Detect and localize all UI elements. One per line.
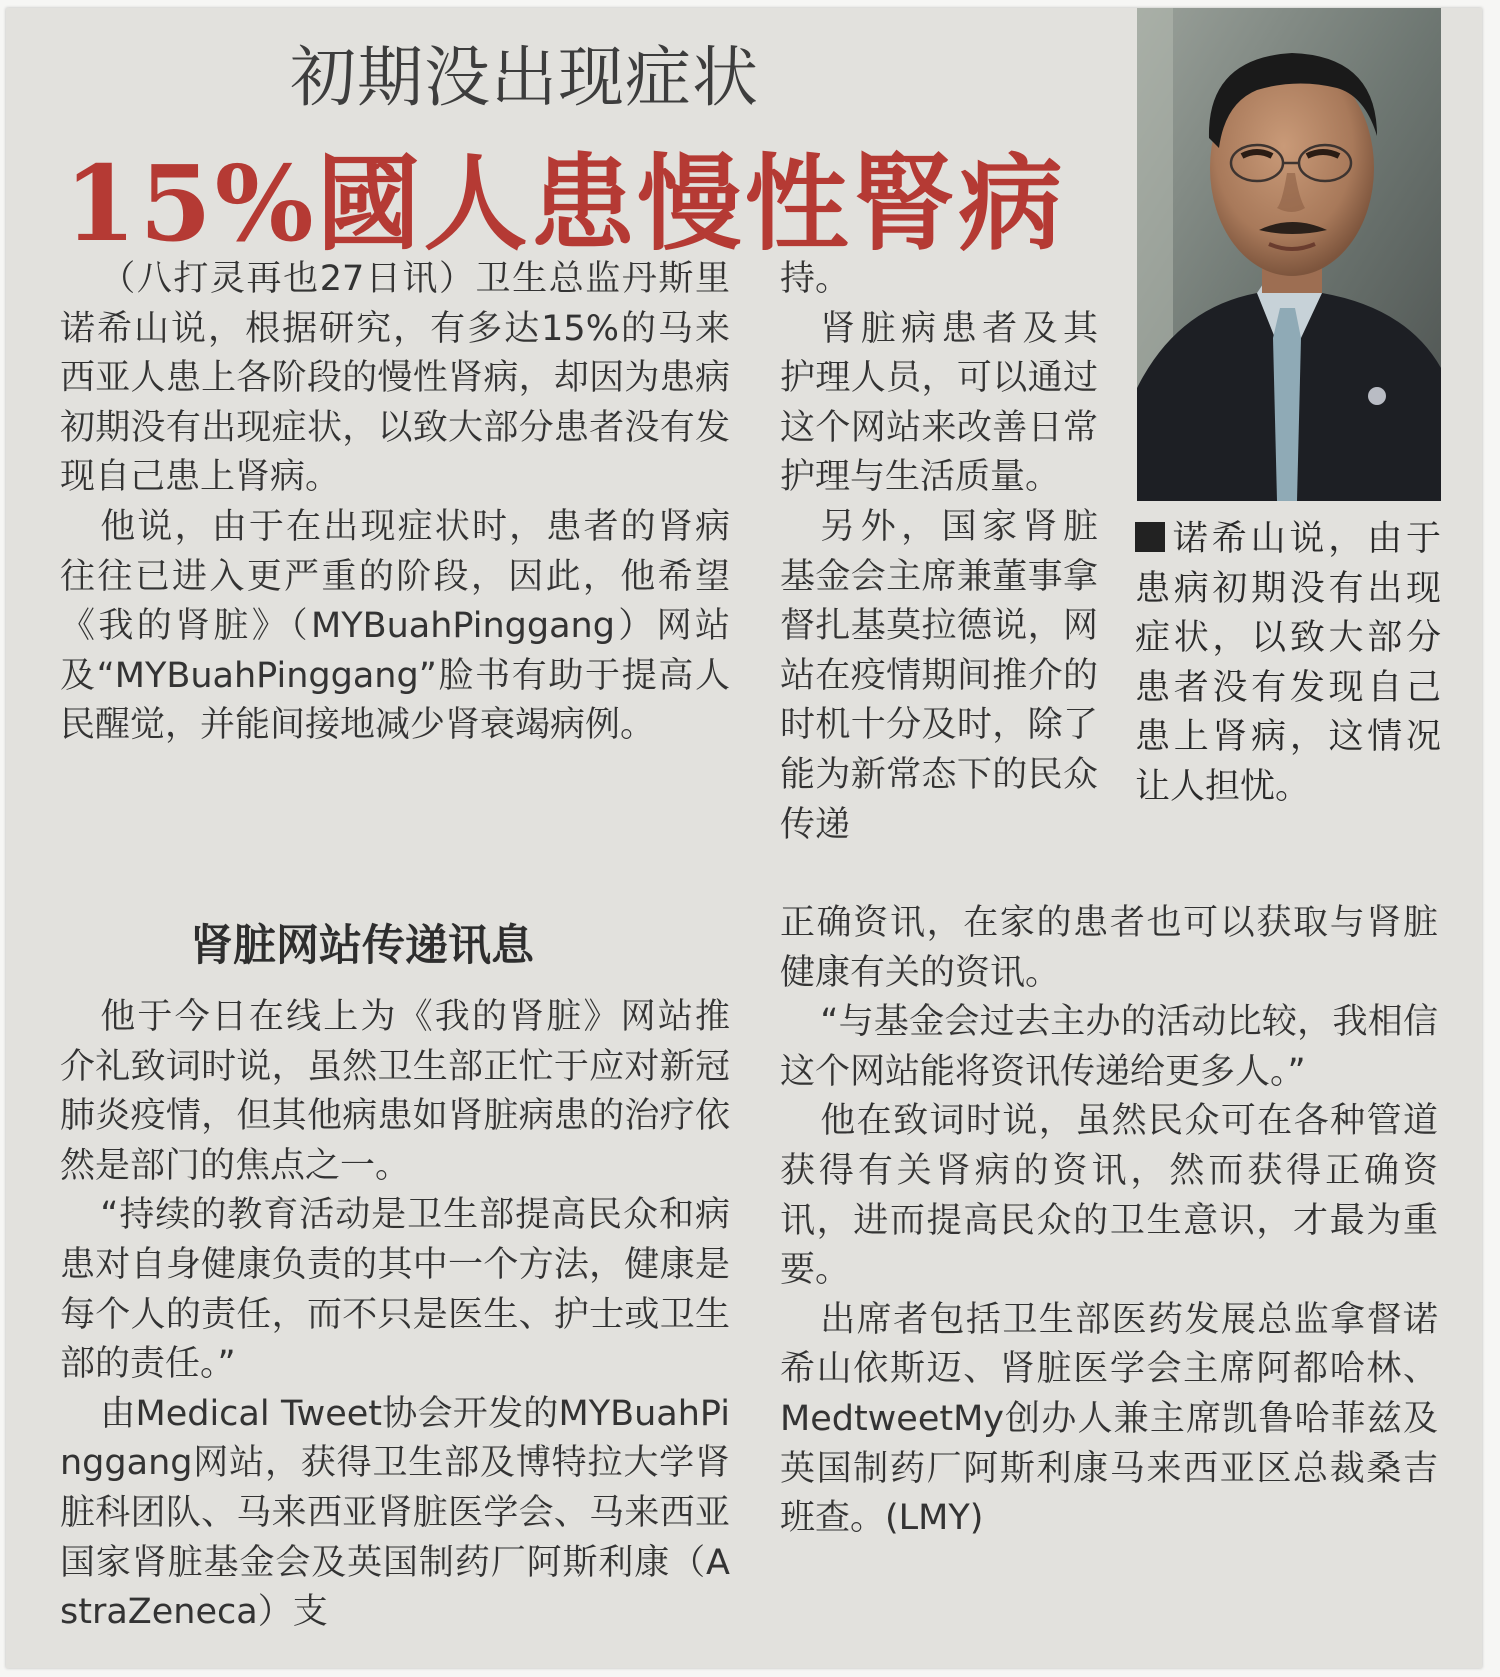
paragraph-continuation: 正确资讯，在家的患者也可以获取与肾脏健康有关的资讯。	[780, 903, 1438, 993]
article-column-1-top	[60, 255, 730, 751]
article-column-2	[780, 255, 1098, 850]
paragraph: 肾脏病患者及其护理人员，可以通过这个网站来改善日常护理与生活质量。	[780, 308, 1098, 498]
paragraph: “与基金会过去主办的活动比较，我相信这个网站能将资讯传递给更多人。”	[780, 1002, 1438, 1092]
paragraph: （八打灵再也27日讯）卫生总监丹斯里诺希山说，根据研究，有多达15%的马来西亚人患上各阶段的慢性肾病，却因为患病初期没有出现症状，以致大部分患者没有发现自己患上肾病。	[60, 259, 730, 498]
paragraph: 他说，由于在出现症状时，患者的肾病往往已进入更严重的阶段，因此，他希望《我的肾脏》（MYBuahPinggang）网站及“MYBuahPinggang”脸书有助于提高人民醒觉，并能间接地减少肾衰竭病例。	[60, 506, 730, 746]
article-kicker: 初期没出现症状	[290, 39, 759, 116]
paragraph-continuation: 持。	[780, 259, 851, 299]
photo-caption	[1135, 515, 1441, 812]
article-column-2-wide	[780, 899, 1438, 1544]
article-headline: 15%國人患慢性腎病	[64, 142, 1066, 265]
caption-bullet-square	[1135, 522, 1165, 552]
portrait-photo	[1137, 8, 1441, 501]
photo-caption-text: 诺希山说，由于患病初期没有出现症状，以致大部分患者没有发现自己患上肾病，这情况让人担忧。	[1135, 519, 1441, 807]
article-column-1-bottom	[60, 993, 730, 1638]
paragraph: 他在致词时说，虽然民众可在各种管道获得有关肾病的资讯，然而获得正确资讯，进而提高民众的卫生意识，才最为重要。	[780, 1101, 1438, 1291]
portrait-illustration	[1137, 8, 1441, 501]
paragraph: 由Medical Tweet协会开发的MYBuahPinggang网站，获得卫生部及博特拉大学肾脏科团队、马来西亚肾脏医学会、马来西亚国家肾脏基金会及英国制药厂阿斯利康（AstraZeneca）支	[60, 1393, 730, 1633]
paragraph: 出席者包括卫生部医药发展总监拿督诺希山依斯迈、肾脏医学会主席阿都哈林、MedtweetMy创办人兼主席凯鲁哈菲兹及英国制药厂阿斯利康马来西亚区总裁桑吉班查。(LMY)	[780, 1299, 1438, 1539]
paragraph: “持续的教育活动是卫生部提高民众和病患对自身健康负责的其中一个方法，健康是每个人的责任，而不只是医生、护士或卫生部的责任。”	[60, 1195, 730, 1385]
article-subheading: 肾脏网站传递讯息	[190, 921, 534, 971]
paragraph: 他于今日在线上为《我的肾脏》网站推介礼致词时说，虽然卫生部正忙于应对新冠肺炎疫情，但其他病患如肾脏病患的治疗依然是部门的焦点之一。	[60, 997, 730, 1186]
paragraph: 另外，国家肾脏基金会主席兼董事拿督扎基莫拉德说，网站在疫情期间推介的时机十分及时，除了能为新常态下的民众传递	[780, 506, 1098, 845]
